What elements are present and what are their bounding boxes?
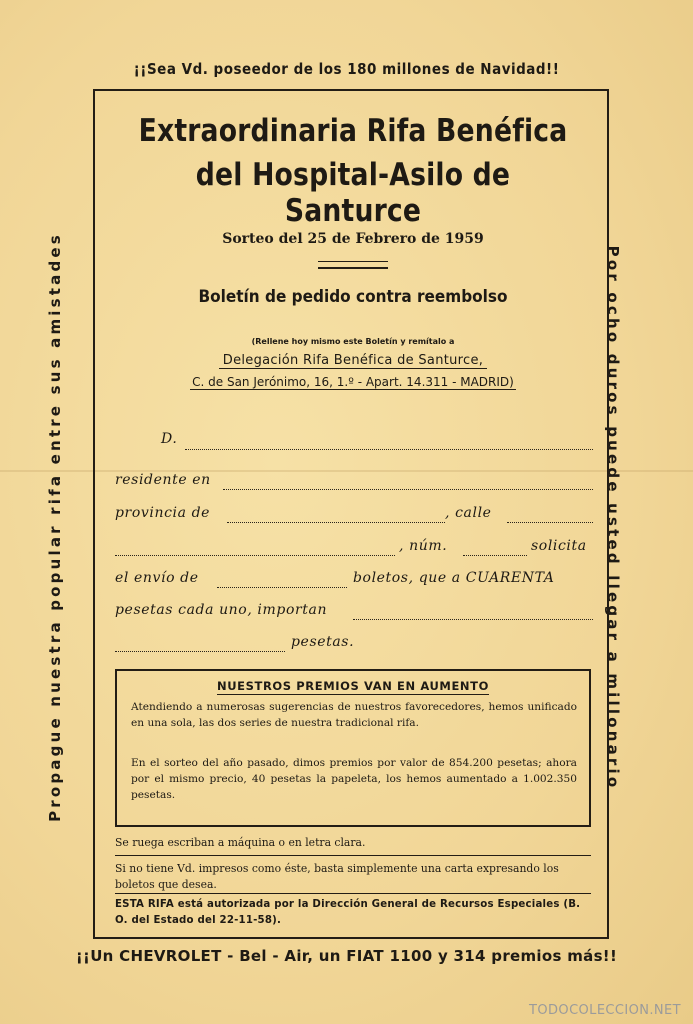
separator-1 bbox=[115, 855, 591, 856]
delegation-address-text: C. de San Jerónimo, 16, 1.º - Apart. 14.311 - MADRID) bbox=[192, 375, 514, 389]
instructions-note: (Rellene hoy mismo este Boletín y remítalo a bbox=[251, 337, 455, 346]
label-envio: el envío de bbox=[115, 570, 199, 586]
field-quantity[interactable] bbox=[217, 587, 347, 588]
delegation-name-text: Delegación Rifa Benéfica de Santurce, bbox=[219, 353, 487, 369]
title-line-2: del Hospital-Asilo de Santurce bbox=[195, 157, 511, 229]
field-residence[interactable] bbox=[223, 489, 593, 490]
decorative-rule bbox=[318, 261, 388, 269]
letter-note: Si no tiene Vd. impresos como éste, basta simplemente una carta expresando los boletos que desea. bbox=[115, 862, 559, 891]
field-number[interactable] bbox=[463, 555, 527, 556]
field-province[interactable] bbox=[227, 522, 445, 523]
field-street-continued[interactable] bbox=[115, 555, 395, 556]
label-provincia: provincia de bbox=[115, 505, 211, 521]
field-amount[interactable] bbox=[353, 619, 593, 620]
bottom-slogan: ¡¡Un CHEVROLET - Bel - Air, un FIAT 1100 y 314 premios más!! bbox=[75, 947, 618, 965]
label-boletos: boletos, que a CUARENTA bbox=[353, 570, 555, 586]
authorization-note: ESTA RIFA está autorizada por la Dirección General de Recursos Especiales (B. O. del Estado del 22-11-58). bbox=[115, 899, 581, 926]
label-pesetas: pesetas. bbox=[291, 634, 355, 650]
order-form-frame bbox=[93, 89, 609, 939]
prizes-paragraph-2: En el sorteo del año pasado, dimos premios por valor de 854.200 pesetas; ahora por el mismo precio, 40 pesetas la papeleta, los hemos aumentado a 1.002.350 pesetas. bbox=[131, 757, 577, 801]
prizes-title bbox=[117, 679, 589, 693]
label-d: D. bbox=[161, 431, 178, 447]
label-pesetas-cada: pesetas cada uno, importan bbox=[115, 602, 328, 618]
draw-date: Sorteo del 25 de Febrero de 1959 bbox=[222, 231, 484, 247]
prizes-box bbox=[115, 669, 591, 827]
label-solicita: solicita bbox=[531, 538, 587, 554]
label-num: , núm. bbox=[399, 538, 448, 554]
top-slogan: ¡¡Sea Vd. poseedor de los 180 millones de Navidad!! bbox=[133, 60, 560, 78]
form-heading: Boletín de pedido contra reembolso bbox=[198, 287, 508, 307]
left-vertical-slogan: Propague nuestra popular rifa entre sus amistades bbox=[46, 232, 64, 822]
field-street[interactable] bbox=[507, 522, 593, 523]
title-line-1: Extraordinaria Rifa Benéfica bbox=[138, 113, 568, 149]
label-calle: , calle bbox=[445, 505, 492, 521]
right-vertical-slogan: Por ocho duros puede usted llegar a millonario bbox=[604, 245, 622, 791]
typing-note: Se ruega escriban a máquina o en letra clara. bbox=[115, 836, 366, 849]
field-amount-pesetas[interactable] bbox=[115, 651, 285, 652]
delegation-address bbox=[95, 375, 611, 389]
delegation-name bbox=[95, 353, 611, 368]
label-residente: residente en bbox=[115, 472, 211, 488]
prizes-paragraph-1: Atendiendo a numerosas sugerencias de nuestros favorecedores, hemos unificado en una sola, las dos series de nuestra tradicional rifa. bbox=[131, 701, 577, 729]
separator-2 bbox=[115, 893, 591, 894]
watermark: TODOCOLECCION.NET bbox=[529, 1003, 681, 1018]
field-name[interactable] bbox=[185, 449, 593, 450]
prizes-title-text: NUESTROS PREMIOS VAN EN AUMENTO bbox=[217, 679, 489, 693]
